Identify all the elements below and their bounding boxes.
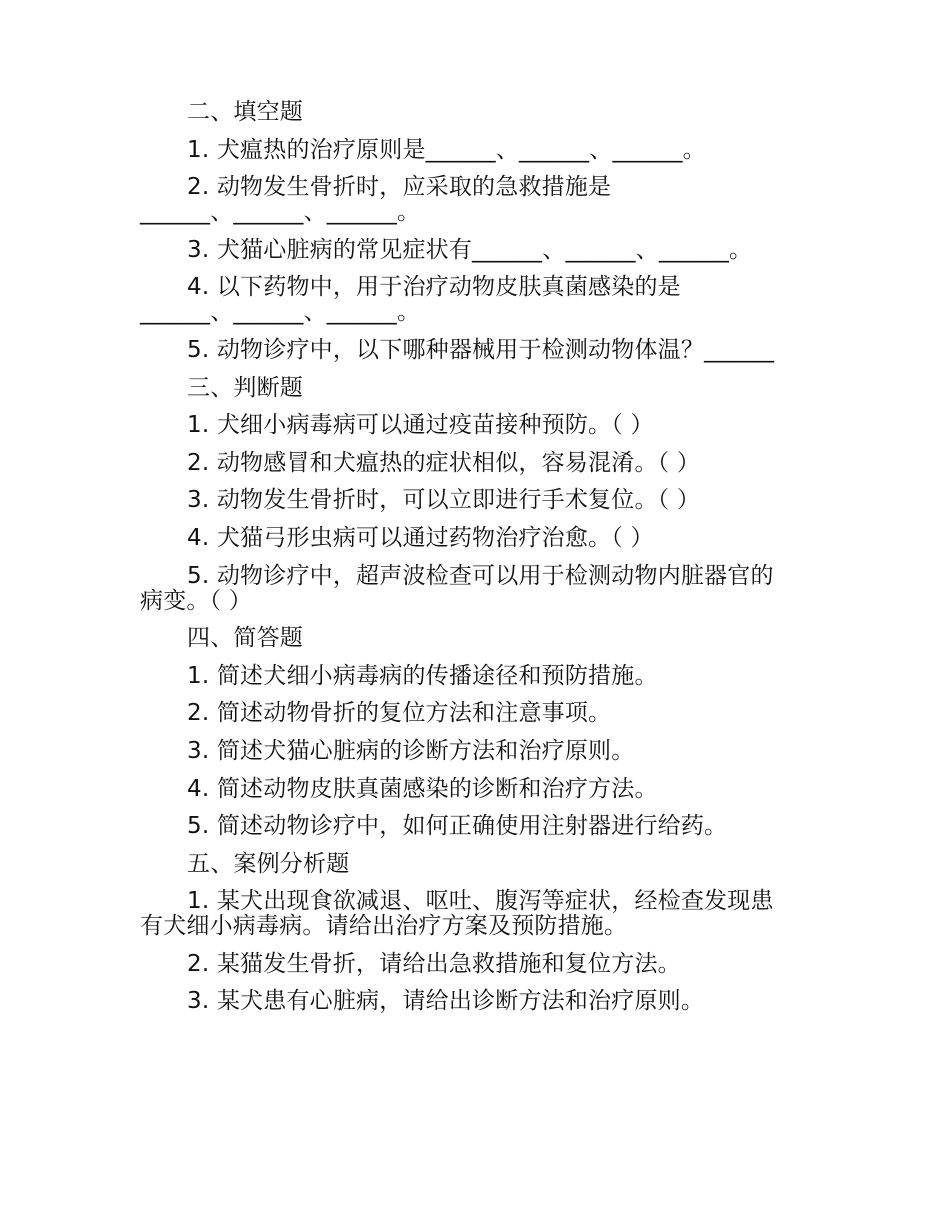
section-heading-true-false: 三、判断题	[187, 374, 303, 401]
section-heading-fill-blank: 二、填空题	[187, 99, 303, 125]
case-analysis-question-3: 3. 某犬患有心脏病，请给出诊断方法和治疗原则。	[187, 988, 705, 1015]
case-analysis-question-2: 2. 某猫发生骨折，请给出急救措施和复位方法。	[187, 950, 681, 977]
fill-blank-question-1: 1. 犬瘟热的治疗原则是______、______、______。	[187, 136, 706, 163]
true-false-question-1: 1. 犬细小病毒病可以通过疫苗接种预防。（ ）	[187, 412, 654, 439]
fill-blank-question-3: 3. 犬猫心脏病的常见症状有______、______、______。	[187, 236, 753, 263]
short-answer-question-1: 1. 简述犬细小病毒病的传播途径和预防措施。	[187, 662, 658, 689]
true-false-question-2: 2. 动物感冒和犬瘟热的症状相似，容易混淆。（ ）	[187, 449, 701, 476]
document-body	[140, 100, 815, 1027]
fill-blank-question-2: 2. 动物发生骨折时，应采取的急救措施是 ______、______、______。	[140, 174, 612, 226]
true-false-question-5: 5. 动物诊疗中，超声波检查可以用于检测动物内脏器官的 病变。（ ）	[140, 562, 774, 614]
true-false-question-4: 4. 犬猫弓形虫病可以通过药物治疗治愈。（ ）	[187, 524, 654, 551]
section-heading-case-analysis: 五、案例分析题	[187, 850, 350, 877]
short-answer-question-4: 4. 简述动物皮肤真菌感染的诊断和治疗方法。	[187, 775, 658, 802]
short-answer-question-5: 5. 简述动物诊疗中，如何正确使用注射器进行给药。	[187, 813, 728, 840]
true-false-question-3: 3. 动物发生骨折时，可以立即进行手术复位。（ ）	[187, 487, 701, 514]
short-answer-question-2: 2. 简述动物骨折的复位方法和注意事项。	[187, 700, 612, 727]
case-analysis-question-1: 1. 某犬出现食欲减退、呕吐、腹泻等症状，经检查发现患 有犬细小病毒病。请给出治疗方案及预防措施。	[140, 888, 774, 940]
short-answer-question-3: 3. 简述犬猫心脏病的诊断方法和治疗原则。	[187, 737, 635, 764]
section-heading-short-answer: 四、简答题	[187, 625, 303, 652]
fill-blank-question-5: 5. 动物诊疗中，以下哪种器械用于检测动物体温？______	[187, 336, 775, 363]
fill-blank-question-4: 4. 以下药物中，用于治疗动物皮肤真菌感染的是 ______、______、______。	[140, 274, 681, 326]
